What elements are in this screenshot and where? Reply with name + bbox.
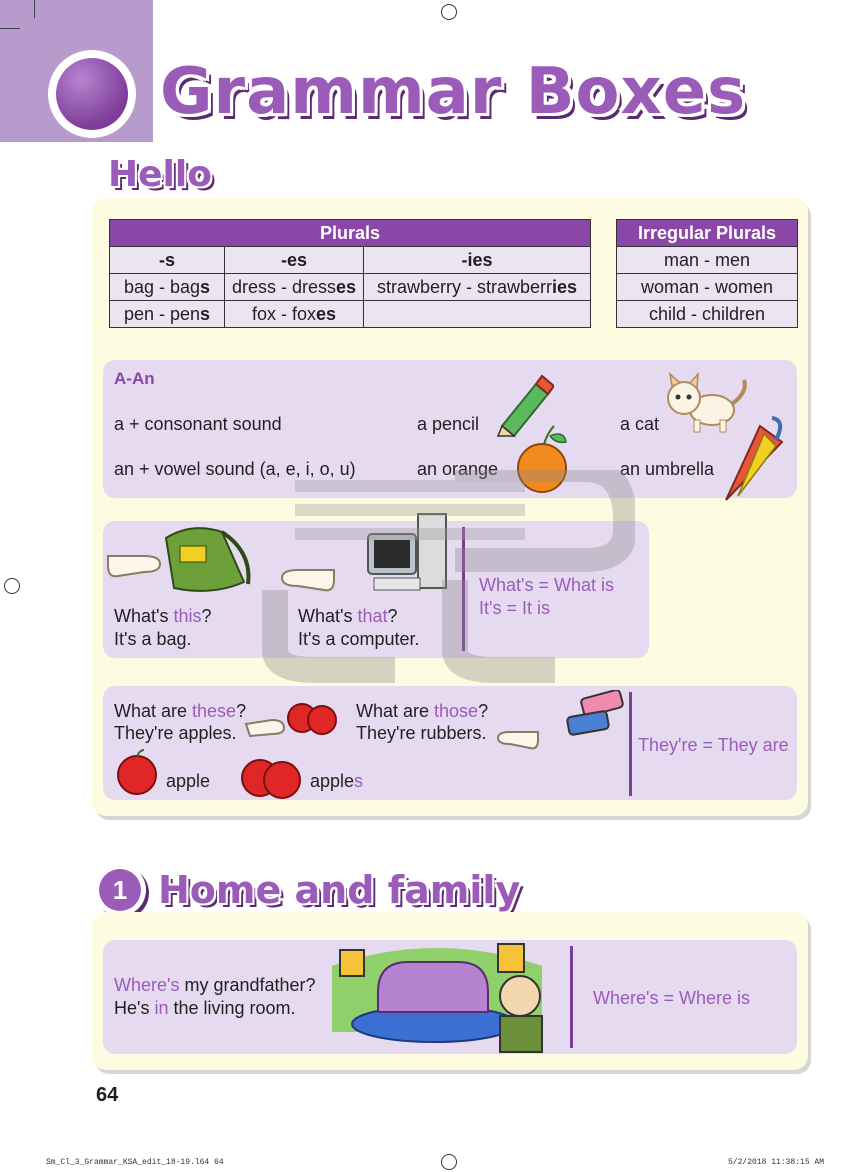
example-umbrella: an umbrella <box>620 459 715 479</box>
answer-bag: It's a bag. <box>114 629 192 649</box>
panel-label: A-An <box>114 369 155 388</box>
answer-computer: It's a computer. <box>298 629 420 649</box>
apples-icon <box>240 752 304 800</box>
example-cat: a cat <box>620 414 660 434</box>
table-row <box>110 274 591 301</box>
column-header: -es <box>225 247 364 274</box>
apple-icon <box>114 748 160 796</box>
table-cell: pen - pens <box>110 301 225 328</box>
column-header: -ies <box>364 247 591 274</box>
answer-living-room: He's in the living room. <box>114 998 296 1018</box>
table-cell: woman - women <box>617 274 798 301</box>
living-room-icon <box>322 936 550 1056</box>
table-cell <box>364 301 591 328</box>
question-that: What's that? <box>298 606 398 626</box>
consonant-rule: a + consonant sound <box>114 414 282 434</box>
question-this: What's this? <box>114 606 212 626</box>
crop-mark <box>0 28 20 29</box>
example-pencil: a pencil <box>417 414 480 434</box>
contraction-whats: What's = What is <box>479 575 614 595</box>
table-cell: man - men <box>617 247 798 274</box>
irregular-plurals-table <box>616 219 798 328</box>
table-heading: Irregular Plurals <box>617 220 798 247</box>
page-number: 64 <box>96 1084 119 1106</box>
print-footer-left: Sm_Cl_3_Grammar_KSA_edit_18-19.l64 64 <box>46 1158 224 1167</box>
contraction-its: It's = It is <box>479 598 550 618</box>
contraction-theyre: They're = They are <box>638 735 789 755</box>
registration-mark-icon <box>4 578 20 594</box>
section-title-hello: Hello <box>108 154 212 195</box>
example-orange: an orange <box>417 459 499 479</box>
question-these: What are these? <box>114 701 247 721</box>
section-title-home: Home and family <box>158 868 521 912</box>
question-where: Where's my grandfather? <box>114 975 316 995</box>
bag-icon <box>152 522 260 596</box>
crop-mark <box>34 0 35 18</box>
answer-rubbers: They're rubbers. <box>356 723 487 743</box>
answer-apples: They're apples. <box>114 723 237 743</box>
plurals-table <box>109 219 591 328</box>
page-title: Grammar Boxes <box>160 55 747 129</box>
divider <box>570 946 573 1048</box>
word-apple: apple <box>166 771 211 791</box>
table-row <box>110 301 591 328</box>
umbrella-icon <box>720 416 790 504</box>
title-disc-inner <box>56 58 128 130</box>
table-cell: strawberry - strawberries <box>364 274 591 301</box>
watermark-logo-icon <box>255 470 635 740</box>
table-cell: fox - foxes <box>225 301 364 328</box>
registration-mark-icon <box>441 1154 457 1170</box>
column-header: -s <box>110 247 225 274</box>
contraction-wheres: Where's = Where is <box>593 988 750 1008</box>
word-apples: apples <box>310 771 364 791</box>
vowel-rule: an + vowel sound (a, e, i, o, u) <box>114 459 356 479</box>
registration-mark-icon <box>441 4 457 20</box>
question-those: What are those? <box>356 701 489 721</box>
table-heading: Plurals <box>110 220 591 247</box>
table-cell: dress - dresses <box>225 274 364 301</box>
table-cell: child - children <box>617 301 798 328</box>
print-footer-right: 5/2/2018 11:38:15 AM <box>728 1158 825 1167</box>
table-cell: bag - bags <box>110 274 225 301</box>
unit-number: 1 <box>99 869 141 911</box>
